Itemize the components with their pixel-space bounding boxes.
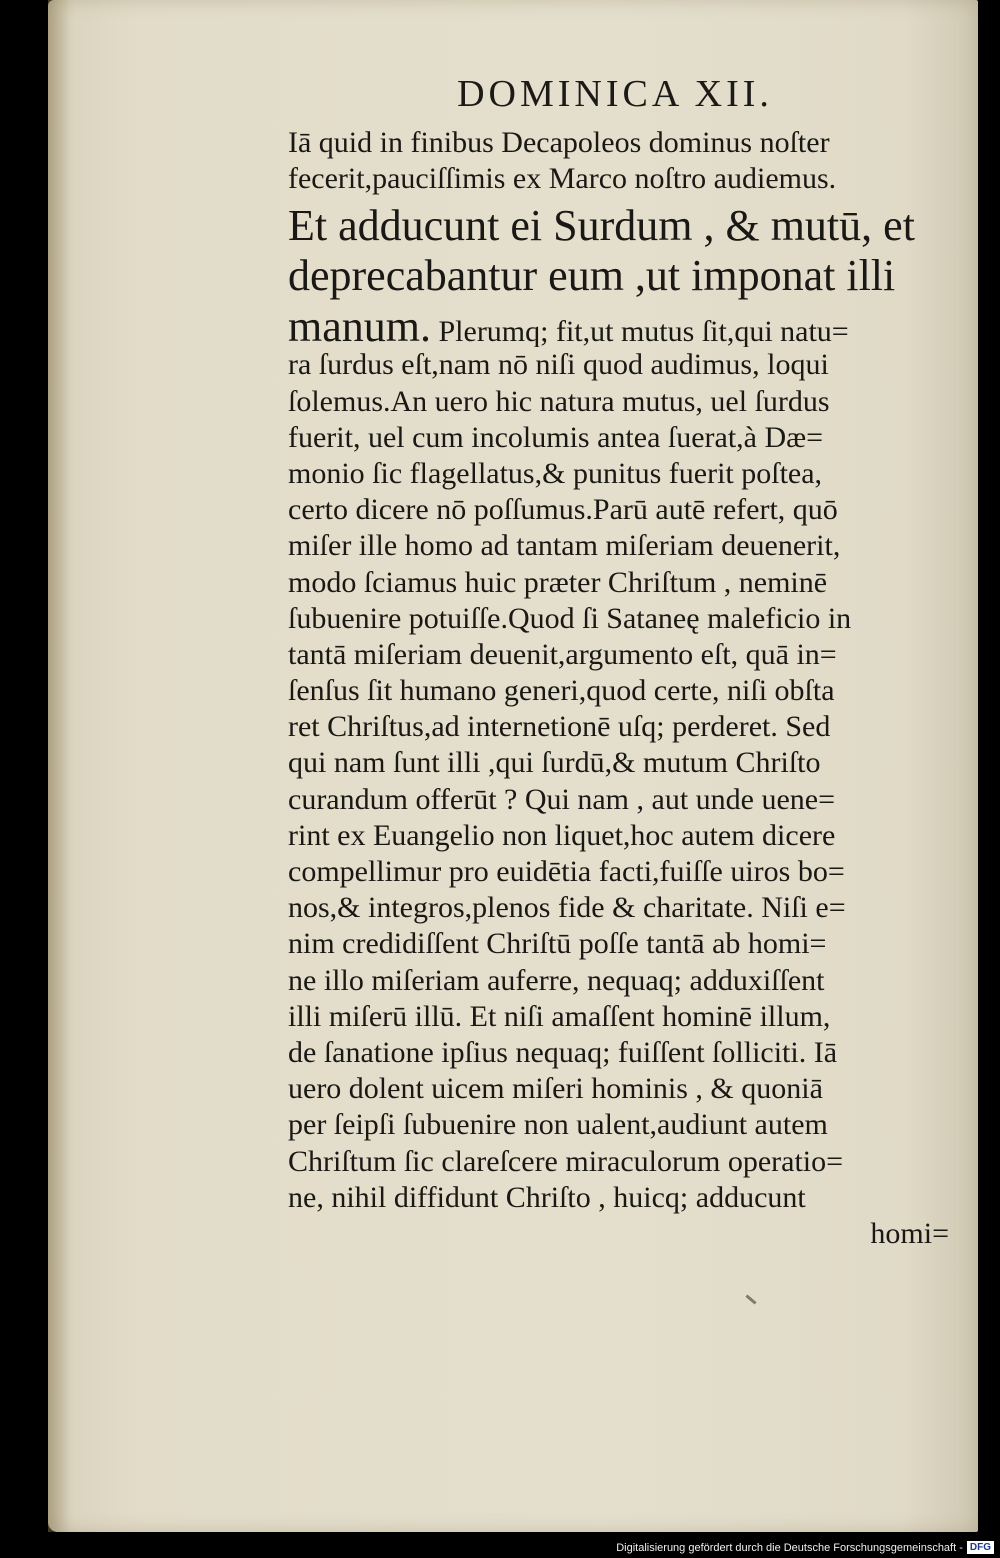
credit-text: Digitalisierung gefördert durch die Deutsche Forschungsgemeinschaft -	[616, 1541, 963, 1554]
text-line: curandum offerūt ? Qui nam , aut unde uene=	[288, 782, 836, 816]
scripture-word: manum.	[288, 307, 431, 348]
text-line: ſubuenire potuiſſe.Quod ſi Sataneę maleficio in	[288, 601, 852, 635]
text-line: rint ex Euangelio non liquet,hoc autem dicere	[288, 818, 836, 852]
text-line: Chriſtum ſic clareſcere miraculorum operatio=	[288, 1144, 844, 1178]
dfg-logo: DFG	[967, 1541, 994, 1554]
catchword: homi=	[870, 1216, 949, 1250]
text-line: illi miſerū illū. Et niſi amaſſent hominē illum,	[288, 999, 831, 1033]
text-line: fuerit, uel cum incolumis antea ſuerat,à Dæ=	[288, 420, 824, 454]
text-segment: Plerumq; fit,ut mutus ſit,qui natu=	[430, 315, 849, 348]
text-line: ra ſurdus eſt,nam nō niſi quod audimus, loqui	[288, 348, 829, 382]
text-line: certo dicere nō poſſumus.Parū autē refert, quō	[288, 493, 838, 527]
text-line: modo ſciamus huic præter Chriſtum , neminē	[288, 565, 828, 599]
scripture-line: Et adducunt ei Surdum , & mutū, et	[288, 201, 915, 251]
running-title: DOMINICA XII.	[457, 73, 773, 115]
text-line: uero dolent uicem miſeri hominis , & quoniā	[288, 1072, 823, 1106]
text-line: per ſeipſi ſubuenire non ualent,audiunt autem	[288, 1108, 828, 1142]
text-line: nim credidiſſent Chriſtū poſſe tantā ab homi=	[288, 927, 827, 961]
page-body	[288, 125, 953, 1252]
text-line: tantā miſeriam deuenit,argumento eſt, quā in=	[288, 637, 837, 671]
text-line: ſolemus.An uero hic natura mutus, uel ſurdus	[288, 384, 830, 418]
digitization-credit	[616, 1541, 994, 1554]
text-line: ſenſus ſit humano generi,quod certe, niſi obſta	[288, 674, 835, 708]
text-line: qui nam ſunt illi ,qui ſurdū,& mutum Chriſto	[288, 746, 821, 780]
text-line: ne illo miſeriam auferre, nequaq; adduxiſſent	[288, 963, 825, 997]
text-line: fecerit,pauciſſimis ex Marco noſtro audiemus.	[288, 162, 837, 196]
text-line: Iā quid in finibus Decapoleos dominus noſter	[288, 126, 830, 159]
text-line: nos,& integros,plenos fide & charitate. Niſi e=	[288, 891, 846, 925]
text-line: ret Chriſtus,ad internetionē uſq; perderet. Sed	[288, 710, 831, 744]
text-line: miſer ille homo ad tantam miſeriam deuenerit,	[288, 529, 841, 563]
text-line: compellimur pro euidētia facti,fuiſſe uiros bo=	[288, 855, 845, 888]
scripture-line: deprecabantur eum ,ut imponat illi	[288, 251, 896, 301]
text-line: ne, nihil diffidunt Chriſto , huicq; adducunt	[288, 1180, 806, 1214]
mixed-text-line	[288, 307, 953, 347]
text-line: monio ſic flagellatus,& punitus fuerit poſtea,	[288, 456, 823, 490]
text-line: de ſanatione ipſius nequaq; fuiſſent ſolliciti. Iā	[288, 1035, 838, 1069]
